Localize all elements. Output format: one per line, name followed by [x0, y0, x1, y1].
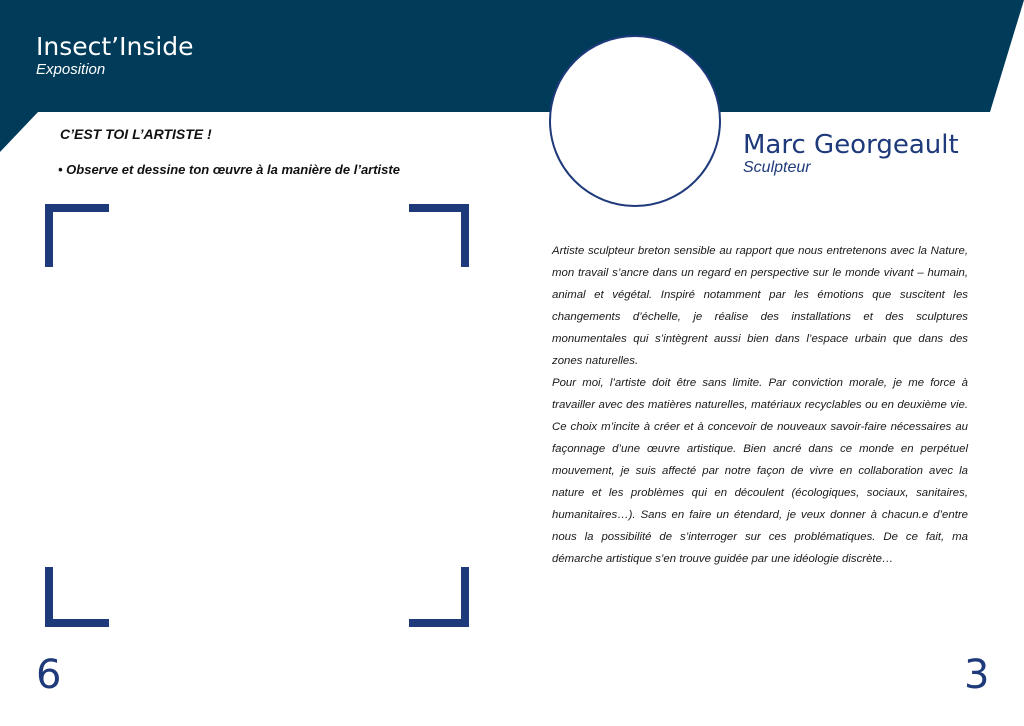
artist-name: Marc Georgeault	[743, 130, 959, 160]
frame-corner-bottom-left	[49, 567, 109, 623]
artist-role: Sculpteur	[743, 159, 811, 176]
page-number-right: 3	[964, 652, 990, 698]
page-number-left: 6	[36, 652, 62, 698]
frame-corner-top-left	[49, 208, 109, 267]
activity-instruction: • Observe et dessine ton œuvre à la manière de l’artiste	[58, 162, 400, 177]
frame-corner-top-right	[409, 208, 465, 267]
exhibition-title: Insect’Inside	[36, 32, 194, 61]
bio-paragraph: Pour moi, l’artiste doit être sans limite. Par conviction morale, je me force à travailler avec des matières naturelles, matériaux recyclables ou en deuxième vie. Ce choix m’incite à créer et à concevoir de nouveaux savoir-faire nécessaires au façonnage d’une œuvre artistique. Bien ancré dans ce monde en perpétuel mouvement, je suis affecté par notre façon de vivre en collaboration avec la nature et les problèmes qui en découlent (écologiques, sociaux, sanitaires, humanitaires…). Sans en faire un étendard, je veux donner à chacun.e d’entre nous la possibilité de s’interroger sur ces problématiques. De ce fait, ma démarche artistique s’en trouve guidée par une idéologie discrète…	[552, 377, 968, 565]
bio-paragraph: Artiste sculpteur breton sensible au rapport que nous entretenons avec la Nature, mon travail s’ancre dans un regard en perspective sur le monde vivant – humain, animal et végétal. Inspiré notamment par les émotions que suscitent les changements d’échelle, je réalise des installations et des sculptures monumentales qui s’intègrent aussi bien dans l’espace urbain que dans des zones naturelles.	[552, 245, 968, 367]
activity-heading: C’EST TOI L’ARTISTE !	[60, 126, 212, 142]
artist-biography	[552, 240, 968, 570]
exhibition-subtitle: Exposition	[36, 61, 106, 78]
artist-photo-placeholder	[549, 35, 721, 207]
frame-corner-bottom-right	[409, 567, 465, 623]
